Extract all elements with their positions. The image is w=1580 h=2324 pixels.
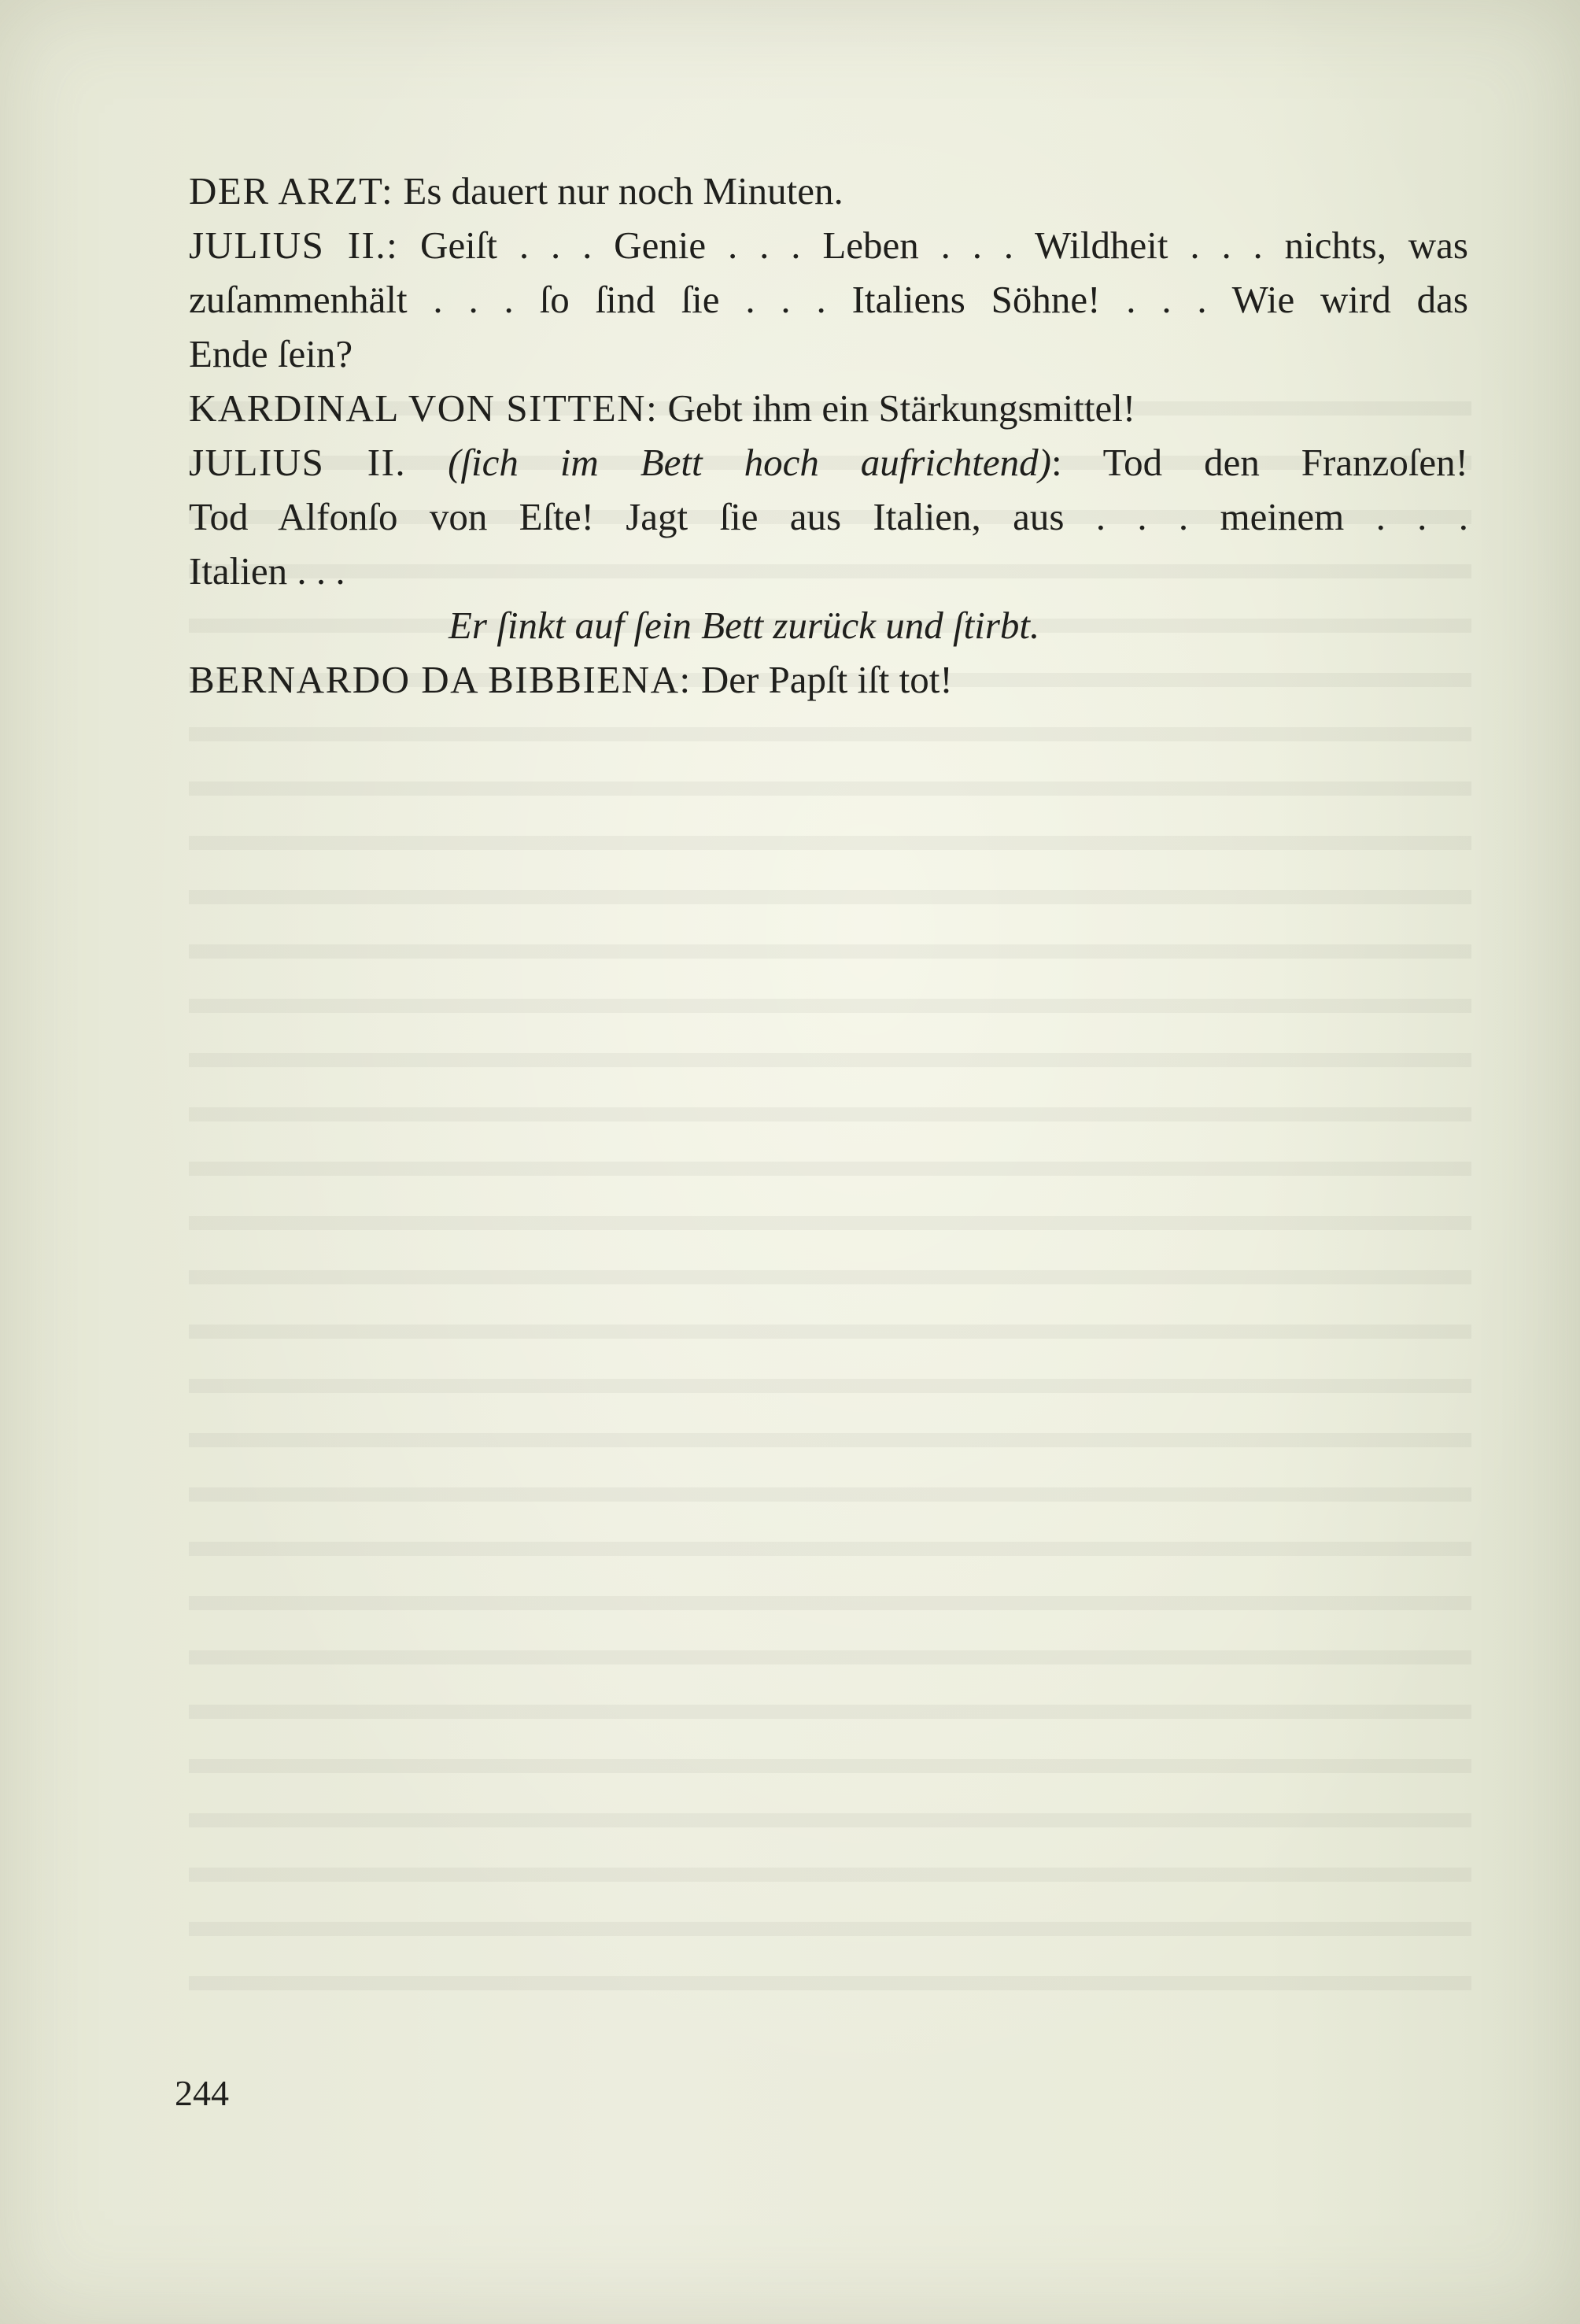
speaker-name: DER ARZT:: [189, 169, 394, 212]
stage-direction: Er ſinkt auf ſein Bett zurück und ſtirbt.: [449, 604, 1040, 647]
dialogue-line: [189, 544, 1468, 598]
speaker-name: JULIUS II.: [189, 441, 407, 484]
dialogue-line: [189, 490, 1468, 544]
speech-text: Italien . . .: [189, 549, 345, 593]
dialogue-line: [189, 652, 1468, 707]
speaker-name: JULIUS II.:: [189, 224, 399, 267]
dialogue-line: [189, 435, 1468, 490]
speech-text: Ende ſein?: [189, 332, 353, 375]
speech-text: Es dauert nur noch Minuten.: [393, 169, 844, 212]
dialogue-line: [189, 381, 1468, 435]
speaker-name: BERNARDO DA BIBBIENA:: [189, 658, 692, 701]
dialogue-line: [189, 272, 1468, 327]
dialogue-line: [189, 164, 1468, 218]
speech-text: : Tod den Franzoſen!: [1050, 441, 1468, 484]
page-number: 244: [175, 2073, 229, 2113]
speech-text: Geiſt . . . Genie . . . Leben . . . Wildheit . . . nichts, was: [398, 224, 1468, 267]
speech-text: Tod Alfonſo von Eſte! Jagt ſie aus Italien, aus . . . meinem . . .: [189, 495, 1468, 538]
dialogue-text: [189, 164, 1468, 707]
dialogue-line: [189, 327, 1468, 381]
speech-text: Gebt ihm ein Stärkungsmittel!: [658, 386, 1136, 430]
stage-direction-inline: (ſich im Bett hoch aufrichtend): [448, 441, 1051, 484]
speech-text: Der Papſt iſt tot!: [691, 658, 953, 701]
dialogue-line: [189, 218, 1468, 272]
speaker-name: KARDINAL VON SITTEN:: [189, 386, 659, 430]
speech-text: zuſammenhält . . . ſo ſind ſie . . . Italiens Söhne! . . . Wie wird das: [189, 278, 1468, 321]
